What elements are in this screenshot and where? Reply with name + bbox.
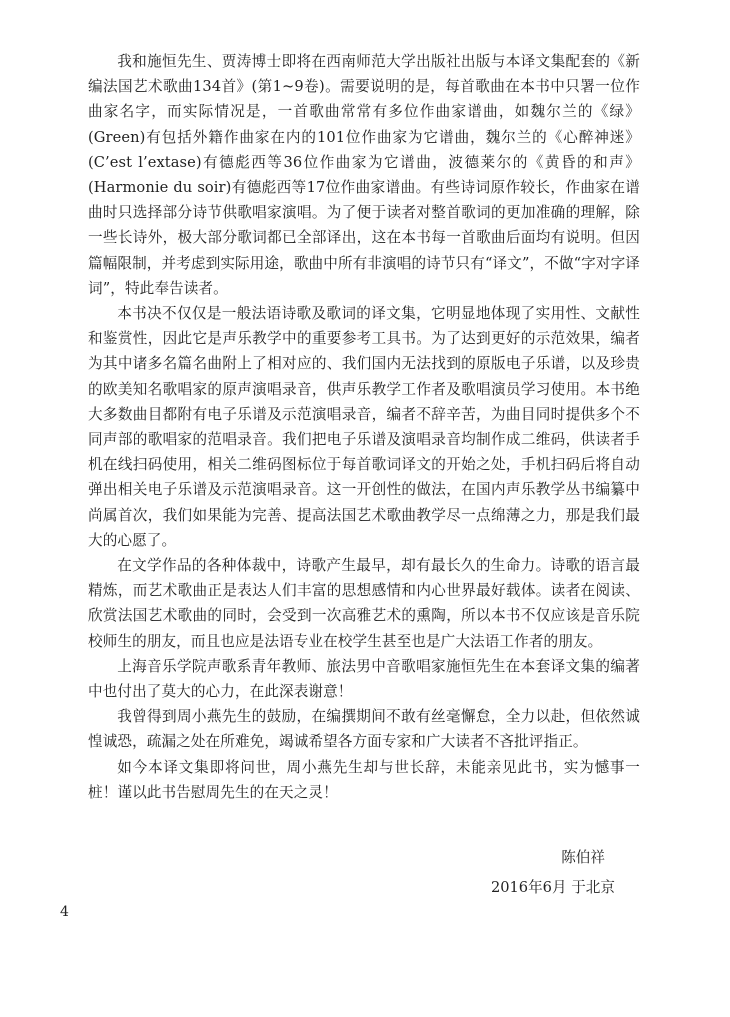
body-text [88,49,640,805]
signature-date: 2016年6月 于北京 [490,879,615,896]
page-number: 4 [60,904,69,920]
paragraph: 本书决不仅仅是一般法语诗歌及歌词的译文集，它明显地体现了实用性、文献性和鉴赏性，因此它是声乐教学中的重要参考工具书。为了达到更好的示范效果，编者为其中诸多名篇名曲附上了相对应的、我们国内无法找到的原版电子乐谱，以及珍贵的欧美知名歌唱家的原声演唱录音，供声乐教学工作者及歌唱演员学习使用。本书绝大多数曲目都附有电子乐谱及示范演唱录音，编者不辞辛苦，为曲目同时提供多个不同声部的歌唱家的范唱录音。我们把电子乐谱及演唱录音均制作成二维码，供读者手机在线扫码使用，相关二维码图标位于每首歌词译文的开始之处，手机扫码后将自动弹出相关电子乐谱及示范演唱录音。这一开创性的做法，在国内声乐教学丛书编纂中尚属首次，我们如果能为完善、提高法国艺术歌曲教学尽一点绵薄之力，那是我们最大的心愿了。 [88,305,640,549]
paragraph: 我和施恒先生、贾涛博士即将在西南师范大学出版社出版与本译文集配套的《新编法国艺术歌曲134首》(第1~9卷)。需要说明的是，每首歌曲在本书中只署一位作曲家名字，而实际情况是，一首歌曲常常有多位作曲家谱曲，如魏尔兰的《绿》(Green)有包括外籍作曲家在内的101位作曲家为它谱曲，魏尔兰的《心醉神迷》(C’est l’extase)有德彪西等36位作曲家为它谱曲，波德莱尔的《黄昏的和声》(Harmonie du soir)有德彪西等17位作曲家谱曲。有些诗词原作较长，作曲家在谱曲时只选择部分诗节供歌唱家演唱。为了便于读者对整首歌词的更加准确的理解，除一些长诗外，极大部分歌词都已全部译出，这在本书每一首歌曲后面均有说明。但因篇幅限制，并考虑到实际用途，歌曲中所有非演唱的诗节只有“译文”，不做“字对字译词”，特此奉告读者。 [88,53,640,297]
paragraph: 如今本译文集即将问世，周小燕先生却与世长辞，未能亲见此书，实为憾事一桩！谨以此书告慰周先生的在天之灵！ [88,758,640,801]
paragraph: 上海音乐学院声歌系青年教师、旅法男中音歌唱家施恒先生在本套译文集的编著中也付出了莫大的心力，在此深表谢意！ [88,657,640,701]
paragraph: 我曾得到周小燕先生的鼓励，在编撰期间不敢有丝毫懈怠，全力以赴，但依然诚惶诚恐，疏漏之处在所难免，竭诚希望各方面专家和广大读者不吝批评指正。 [88,708,640,751]
paragraph: 在文学作品的各种体裁中，诗歌产生最早，却有最长久的生命力。诗歌的语言最精炼，而艺术歌曲正是表达人们丰富的思想感情和内心世界最好载体。读者在阅读、欣赏法国艺术歌曲的同时，会受到一次高雅艺术的熏陶，所以本书不仅应该是音乐院校师生的朋友，而且也应是法语专业在校学生甚至也是广大法语工作者的朋友。 [88,557,640,650]
author-name: 陈伯祥 [561,849,605,866]
signature-block [491,843,615,903]
